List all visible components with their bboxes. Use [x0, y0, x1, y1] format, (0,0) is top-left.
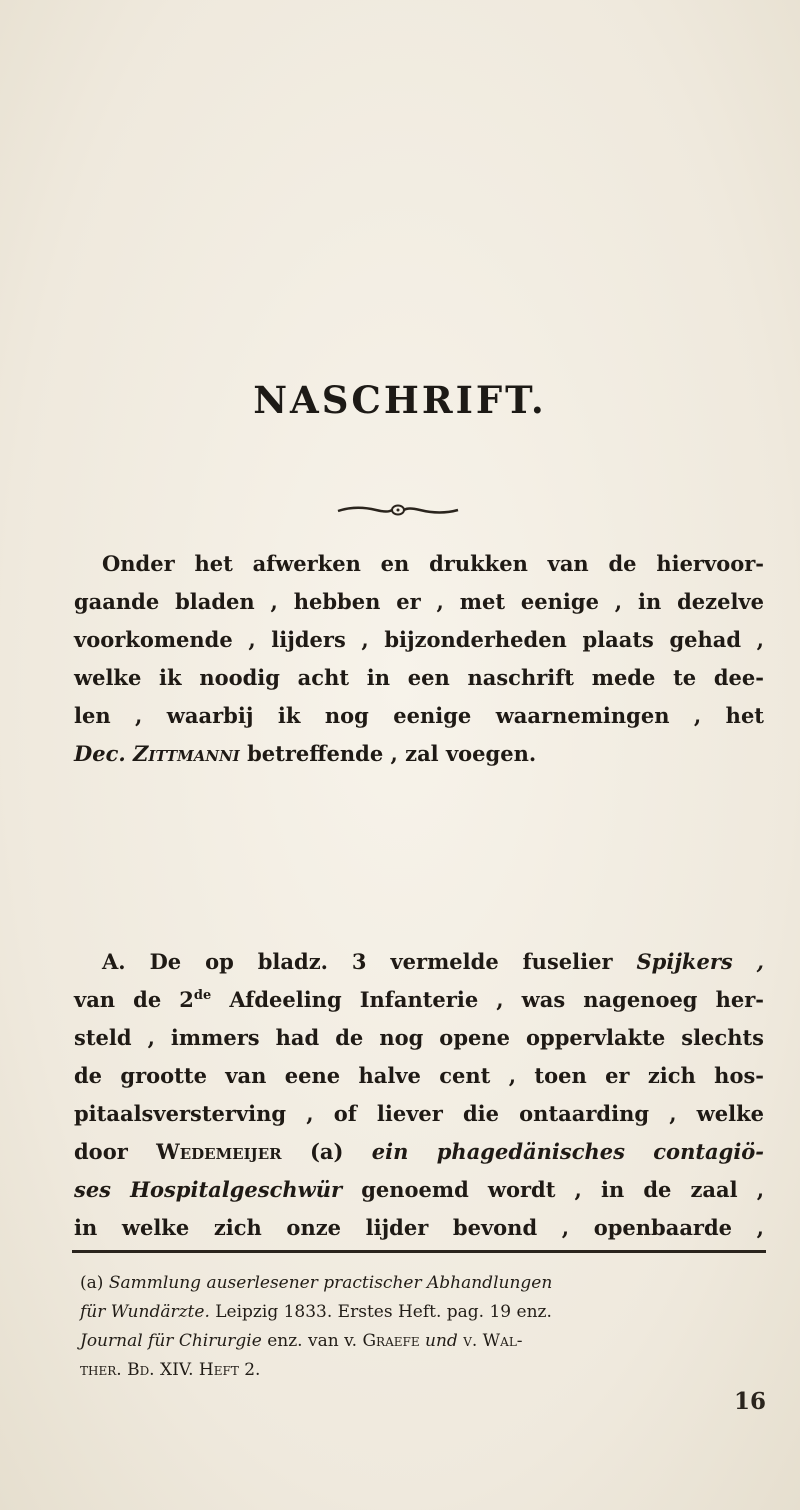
footnote-block: [80, 1269, 760, 1385]
text-line: steld , immers had de nog opene oppervlakte slechts: [74, 1025, 764, 1050]
name-walther: v. Wal-: [463, 1331, 523, 1351]
text-fragment: van de 2: [74, 987, 194, 1012]
text-line: de grootte van eene halve cent , toen er zich hos-: [74, 1063, 764, 1088]
text-fragment: genoemd wordt , in de zaal ,: [361, 1177, 765, 1202]
text-fragment: Leipzig 1833. Erstes Heft. pag. 19 enz.: [215, 1302, 552, 1322]
text-fragment: Journal für Chirurgie: [80, 1331, 262, 1351]
name-wedemeijer: Wedemeijer: [156, 1139, 282, 1164]
footnote-marker: (a): [80, 1273, 104, 1293]
text-fragment: und: [425, 1331, 458, 1351]
text-fragment: ses Hospitalgeschwür: [74, 1177, 343, 1202]
footnote-line: [80, 1298, 760, 1327]
text-line: in welke zich onze lijder bevond , openbaarde ,: [74, 1215, 764, 1240]
abbrev-dec: Dec.: [74, 741, 126, 766]
text-line: [74, 1133, 764, 1171]
text-line: welke ik noodig acht in een naschrift mede te dee-: [74, 665, 764, 690]
text-fragment: A. De op bladz. 3 vermelde fuselier: [102, 949, 613, 974]
text-fragment: Sammlung auserlesener practischer Abhandlungen: [108, 1273, 553, 1293]
text-fragment: enz. van v.: [267, 1331, 358, 1351]
text-line: pitaalsversterving , of liever die ontaarding , welke: [74, 1101, 764, 1126]
name-spijkers: Spijkers ,: [636, 949, 764, 974]
name-graefe: Graefe: [362, 1331, 420, 1351]
paragraph-intro: [74, 545, 764, 773]
text-fragment: door: [74, 1139, 128, 1164]
text-line: voorkomende , lijders , bijzonderheden plaats gehad ,: [74, 627, 764, 652]
text-line: [74, 943, 764, 981]
footnote-ref: (a): [309, 1139, 344, 1164]
text-line: len , waarbij ik nog eenige waarnemingen , het: [74, 703, 764, 728]
text-line: [74, 1171, 764, 1209]
text-fragment: betreffende , zal voegen.: [247, 741, 537, 766]
page-heading: NASCHRIFT.: [253, 378, 547, 422]
text-line: Onder het afwerken en drukken van de hiervoor-: [102, 551, 764, 576]
page-number: 16: [734, 1388, 767, 1415]
text-fragment: Afdeeling Infanterie , was nagenoeg her-: [211, 987, 764, 1012]
ornament-divider: [336, 502, 460, 518]
footnote-line: ther. Bd. XIV. Heft 2.: [80, 1360, 261, 1380]
footnote-separator: [72, 1250, 766, 1253]
text-line: [74, 981, 764, 1019]
text-line: [74, 735, 764, 773]
text-fragment: für Wundärzte.: [80, 1302, 210, 1322]
text-fragment: ein phagedänisches contagiö-: [371, 1139, 765, 1164]
footnote-line: [80, 1327, 760, 1356]
paragraph-observation-a: [74, 943, 764, 1247]
name-zittmanni: Zittmanni: [132, 741, 240, 766]
ordinal-superscript: de: [193, 988, 212, 1003]
text-line: gaande bladen , hebben er , met eenige , in dezelve: [74, 589, 764, 614]
footnote-line: [80, 1269, 760, 1298]
